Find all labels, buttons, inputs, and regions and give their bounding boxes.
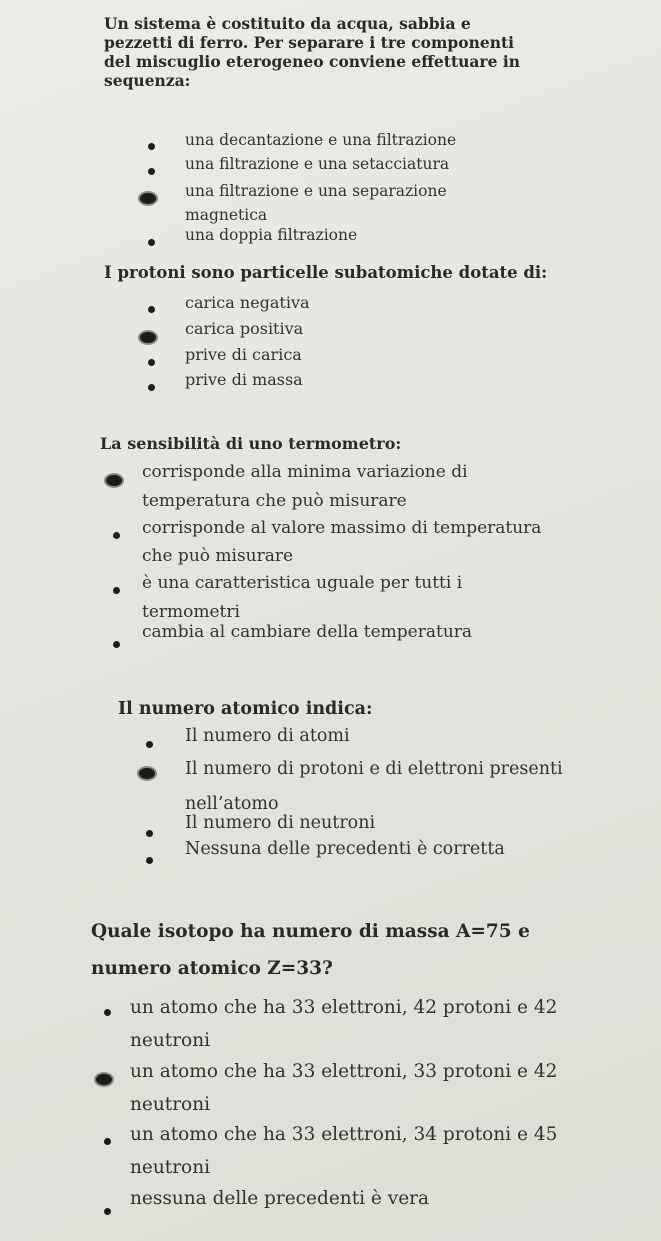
option-label (185, 179, 447, 227)
option-bullet[interactable] (148, 384, 155, 391)
question-5-title (91, 913, 530, 987)
option-label (142, 569, 462, 627)
option-label-line: neutroni (130, 1094, 211, 1115)
question-1-title-line: pezzetti di ferro. Per separare i tre componenti (104, 33, 515, 52)
question-5-title-line: numero atomico Z=33? (91, 958, 333, 979)
option-label-line: corrisponde alla minima variazione di (142, 462, 468, 482)
option-label: prive di carica (185, 345, 302, 364)
option-bullet[interactable] (104, 1138, 111, 1145)
option-label-line: temperatura che può misurare (142, 491, 407, 511)
option-label-line: un atomo che ha 33 elettroni, 33 protoni e 42 (130, 1061, 558, 1082)
option-label-line: nell’atomo (185, 794, 279, 814)
option-bullet-selected[interactable] (140, 193, 156, 204)
question-3-title (100, 434, 401, 453)
option-label: carica negativa (185, 293, 310, 312)
option-label: Il numero di neutroni (185, 813, 376, 833)
option-label-line: è una caratteristica uguale per tutti i (142, 573, 463, 593)
option-label (130, 1055, 557, 1121)
option-label-line: neutroni (130, 1030, 211, 1051)
option-bullet[interactable] (148, 239, 155, 246)
question-2-title (104, 263, 547, 282)
option-bullet[interactable] (148, 168, 155, 175)
option-label: Il numero di atomi (185, 726, 350, 746)
option-bullet[interactable] (148, 143, 155, 150)
option-label: nessuna delle precedenti è vera (130, 1188, 430, 1209)
option-label-line: che può misurare (142, 546, 294, 566)
option-bullet[interactable] (113, 587, 120, 594)
question-3-title-line: La sensibilità di uno termometro: (100, 434, 402, 453)
question-1-title (104, 14, 520, 90)
option-bullet-selected[interactable] (139, 768, 155, 779)
option-label (130, 991, 557, 1057)
option-bullet[interactable] (113, 641, 120, 648)
option-label (142, 514, 541, 570)
option-bullet-selected[interactable] (106, 475, 122, 486)
option-bullet[interactable] (146, 830, 153, 837)
option-label: prive di massa (185, 370, 303, 389)
question-5-title-line: Quale isotopo ha numero di massa A=75 e (91, 921, 530, 942)
option-label: cambia al cambiare della temperatura (142, 622, 473, 642)
option-bullet[interactable] (146, 857, 153, 864)
question-2-title-line: I protoni sono particelle subatomiche dotate di: (104, 263, 548, 282)
option-label-line: magnetica (185, 206, 268, 224)
question-4-title (118, 699, 372, 719)
option-label: una decantazione e una filtrazione (185, 131, 457, 149)
option-label-line: un atomo che ha 33 elettroni, 42 protoni e 42 (130, 997, 558, 1018)
option-label-line: una filtrazione e una separazione (185, 182, 447, 200)
option-label (142, 458, 468, 516)
option-bullet[interactable] (148, 306, 155, 313)
option-label: Nessuna delle precedenti è corretta (185, 839, 505, 859)
option-label (130, 1118, 557, 1184)
question-1-title-line: del miscuglio eterogeneo conviene effettuare in (104, 52, 520, 71)
question-4-title-line: Il numero atomico indica: (118, 699, 373, 719)
question-1-title-line: sequenza: (104, 71, 191, 90)
option-label: una filtrazione e una setacciatura (185, 155, 450, 173)
option-bullet[interactable] (113, 532, 120, 539)
option-label-line: termometri (142, 602, 240, 622)
option-label (185, 752, 563, 822)
option-bullet-selected[interactable] (96, 1074, 112, 1085)
option-label-line: corrisponde al valore massimo di temperatura (142, 518, 542, 538)
option-label-line: neutroni (130, 1157, 211, 1178)
option-bullet-selected[interactable] (140, 332, 156, 343)
option-label-line: Il numero di protoni e di elettroni presenti (185, 759, 563, 779)
option-bullet[interactable] (104, 1009, 111, 1016)
option-label: una doppia filtrazione (185, 226, 358, 244)
option-label: carica positiva (185, 319, 304, 338)
option-bullet[interactable] (104, 1208, 111, 1215)
option-bullet[interactable] (146, 741, 153, 748)
question-1-title-line: Un sistema è costituito da acqua, sabbia e (104, 14, 471, 33)
option-label-line: un atomo che ha 33 elettroni, 34 protoni e 45 (130, 1124, 558, 1145)
option-bullet[interactable] (148, 359, 155, 366)
